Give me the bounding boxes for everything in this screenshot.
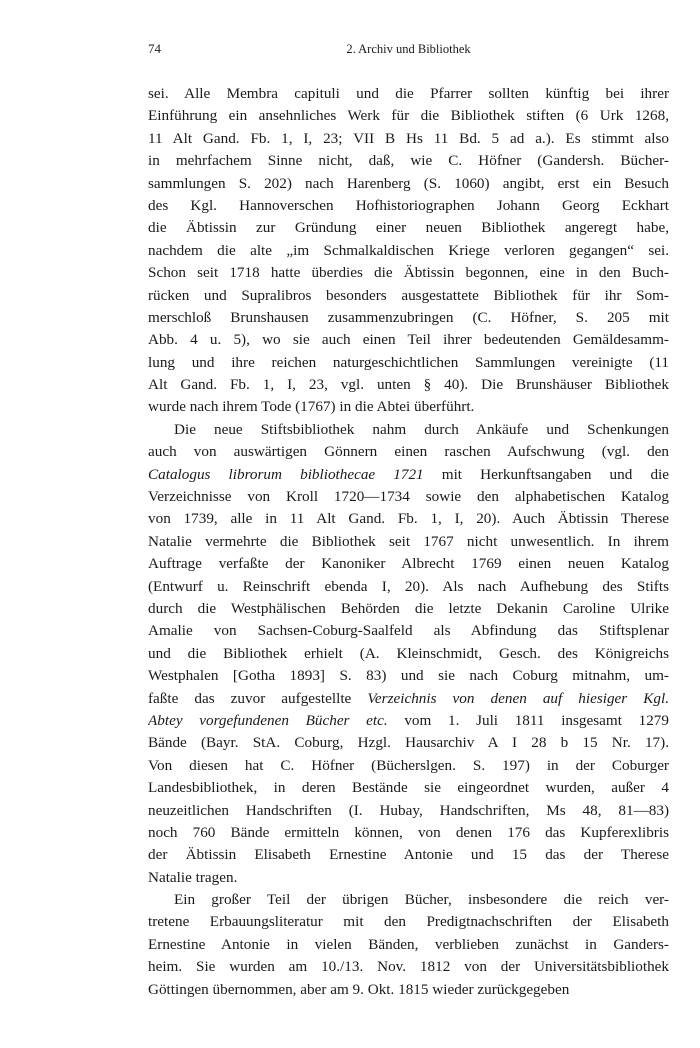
text-segment: sei. Alle Membra capituli und die Pfarrer sollten künftig bei ihrer bbox=[148, 85, 669, 102]
text-segment: faßte das zuvor aufgestellte bbox=[148, 689, 368, 707]
text-segment: Natalie vermehrte die Bibliothek seit 1767 nicht unwesentlich. In ihrem bbox=[148, 532, 669, 550]
text-line bbox=[148, 956, 669, 978]
running-head bbox=[148, 39, 669, 59]
text-segment: Verzeichnisse von Kroll 1720—1734 sowie den alphabetischen Katalog bbox=[148, 488, 669, 506]
text-segment: der Äbtissin Elisabeth Ernestine Antonie und 15 das der Therese bbox=[148, 846, 669, 864]
text-line bbox=[148, 553, 669, 575]
text-segment: in mehrfachem Sinne nicht, daß, wie C. Höfner (Gandersh. Bücher- bbox=[148, 152, 669, 170]
text-segment: (Entwurf u. Reinschrift ebenda I, 20). Als nach Aufhebung des Stifts bbox=[148, 577, 669, 595]
text-line bbox=[148, 620, 669, 642]
text-line bbox=[148, 844, 669, 866]
text-segment: tretene Erbauungsliteratur mit den Predigtnachschriften der Elisabeth bbox=[148, 913, 669, 931]
text-line bbox=[148, 285, 669, 307]
text-line bbox=[148, 464, 669, 486]
text-line bbox=[148, 419, 669, 441]
text-line bbox=[148, 732, 669, 754]
text-line bbox=[148, 307, 669, 329]
text-segment: durch die Westphälischen Behörden die letzte Dekanin Caroline Ulrike bbox=[148, 599, 669, 617]
text-line bbox=[148, 396, 669, 418]
text-line bbox=[148, 352, 669, 374]
text-segment: Natalie tragen. bbox=[148, 868, 238, 886]
text-line bbox=[148, 643, 669, 665]
text-line bbox=[148, 329, 669, 351]
text-segment: vom 1. Juli 1811 insgesamt 1279 bbox=[387, 711, 669, 729]
text-segment: Ein großer Teil der übrigen Bücher, insbesondere die reich ver- bbox=[174, 891, 669, 909]
text-line bbox=[148, 800, 669, 822]
text-line bbox=[148, 531, 669, 553]
text-line bbox=[148, 822, 669, 844]
text-segment: sammlungen S. 202) nach Harenberg (S. 1060) angibt, erst ein Besuch bbox=[148, 174, 669, 192]
text-line bbox=[148, 867, 669, 889]
text-segment: Ernestine Antonie in vielen Bänden, verblieben zunächst in Ganders- bbox=[148, 935, 669, 953]
text-segment: noch 760 Bände ermitteln können, von denen 176 das Kupferexlibris bbox=[148, 823, 669, 841]
page-number: 74 bbox=[148, 41, 161, 56]
text-segment: von 1739, alle in 11 Alt Gand. Fb. 1, I, 20). Auch Äbtissin Therese bbox=[148, 510, 669, 528]
text-segment: Bände (Bayr. StA. Coburg, Hzgl. Hausarchiv A I 28 b 15 Nr. 17). bbox=[148, 734, 669, 752]
paragraph bbox=[148, 83, 669, 419]
text-segment: auch von auswärtigen Gönnern einen raschen Aufschwung (vgl. den bbox=[148, 443, 669, 461]
text-segment: 11 Alt Gand. Fb. 1, I, 23; VII B Hs 11 Bd. 5 ad a.). Es stimmt also bbox=[148, 129, 669, 147]
text-line bbox=[148, 83, 669, 105]
text-line bbox=[148, 576, 669, 598]
text-line bbox=[148, 240, 669, 262]
text-segment: Auftrage verfaßte der Kanoniker Albrecht 1769 einen neuen Katalog bbox=[148, 555, 669, 573]
text-line bbox=[148, 150, 669, 172]
text-segment: Abb. 4 u. 5), wo sie auch einen Teil ihrer bedeutenden Gemäldesamm- bbox=[148, 331, 669, 349]
text-line bbox=[148, 710, 669, 732]
text-line bbox=[148, 777, 669, 799]
text-line bbox=[148, 688, 669, 710]
text-segment: Die neue Stiftsbibliothek nahm durch Ankäufe und Schenkungen bbox=[174, 420, 669, 438]
body-text bbox=[148, 83, 669, 1001]
text-segment: Landesbibliothek, in deren Bestände sie eingeordnet wurden, außer 4 bbox=[148, 779, 669, 797]
text-line bbox=[148, 755, 669, 777]
italic-segment: Catalogus librorum bibliothecae 1721 bbox=[148, 465, 424, 483]
text-line bbox=[148, 374, 669, 396]
text-segment: Göttingen übernommen, aber am 9. Okt. 1815 wieder zurückgegeben bbox=[148, 980, 570, 998]
text-segment: merschloß Brunshausen zusammenzubringen (C. Höfner, S. 205 mit bbox=[148, 308, 669, 326]
paragraph bbox=[148, 419, 669, 889]
text-segment: Alt Gand. Fb. 1, I, 23, vgl. unten § 40). Die Brunshäuser Bibliothek bbox=[148, 376, 669, 394]
text-segment: neuzeitlichen Handschriften (I. Hubay, Handschriften, Ms 48, 81—83) bbox=[148, 801, 669, 819]
chapter-title: 2. Archiv und Bibliothek bbox=[346, 42, 471, 56]
text-line bbox=[148, 217, 669, 239]
text-segment: mit Herkunftsangaben und die bbox=[423, 465, 669, 483]
text-line bbox=[148, 173, 669, 195]
text-segment: lung und ihre reichen naturgeschichtlichen Sammlungen vereinigte (11 bbox=[148, 353, 669, 371]
text-line bbox=[148, 665, 669, 687]
text-line bbox=[148, 105, 669, 127]
text-line bbox=[148, 598, 669, 620]
text-segment: Amalie von Sachsen-Coburg-Saalfeld als Abfindung das Stiftsplenar bbox=[148, 622, 669, 640]
text-segment: Schon seit 1718 hatte überdies die Äbtissin begonnen, eine in den Buch- bbox=[148, 264, 669, 282]
text-segment: nachdem die alte „im Schmalkaldischen Kriege verloren gegangen“ sei. bbox=[148, 241, 669, 259]
text-segment: die Äbtissin zur Gründung einer neuen Bibliothek angeregt habe, bbox=[148, 219, 669, 237]
text-segment: Von diesen hat C. Höfner (Bücherslgen. S. 197) in der Coburger bbox=[148, 756, 669, 774]
text-line bbox=[148, 441, 669, 463]
text-line bbox=[148, 934, 669, 956]
text-segment: Westphalen [Gotha 1893] S. 83) und sie nach Coburg mitnahm, um- bbox=[148, 667, 669, 685]
text-line bbox=[148, 128, 669, 150]
text-segment: wurde nach ihrem Tode (1767) in die Abtei überführt. bbox=[148, 398, 475, 416]
text-line bbox=[148, 262, 669, 284]
text-line bbox=[148, 911, 669, 933]
text-line bbox=[148, 889, 669, 911]
text-segment: heim. Sie wurden am 10./13. Nov. 1812 von der Universitätsbibliothek bbox=[148, 958, 669, 976]
paragraph bbox=[148, 889, 669, 1001]
text-segment: und die Bibliothek erhielt (A. Kleinschmidt, Gesch. des Königreichs bbox=[148, 644, 669, 662]
italic-segment: Verzeichnis von denen auf hiesiger Kgl. bbox=[367, 689, 669, 707]
text-segment: Einführung ein ansehnliches Werk für die Bibliothek stiften (6 Urk 1268, bbox=[148, 107, 669, 125]
text-segment: rücken und Supralibros besonders ausgestattete Bibliothek für ihr Som- bbox=[148, 286, 669, 304]
text-segment: des Kgl. Hannoverschen Hofhistoriographen Johann Georg Eckhart bbox=[148, 196, 669, 214]
text-line bbox=[148, 486, 669, 508]
text-line bbox=[148, 195, 669, 217]
text-line bbox=[148, 508, 669, 530]
text-line bbox=[148, 979, 669, 1001]
italic-segment: Abtey vorgefundenen Bücher etc. bbox=[148, 711, 388, 729]
